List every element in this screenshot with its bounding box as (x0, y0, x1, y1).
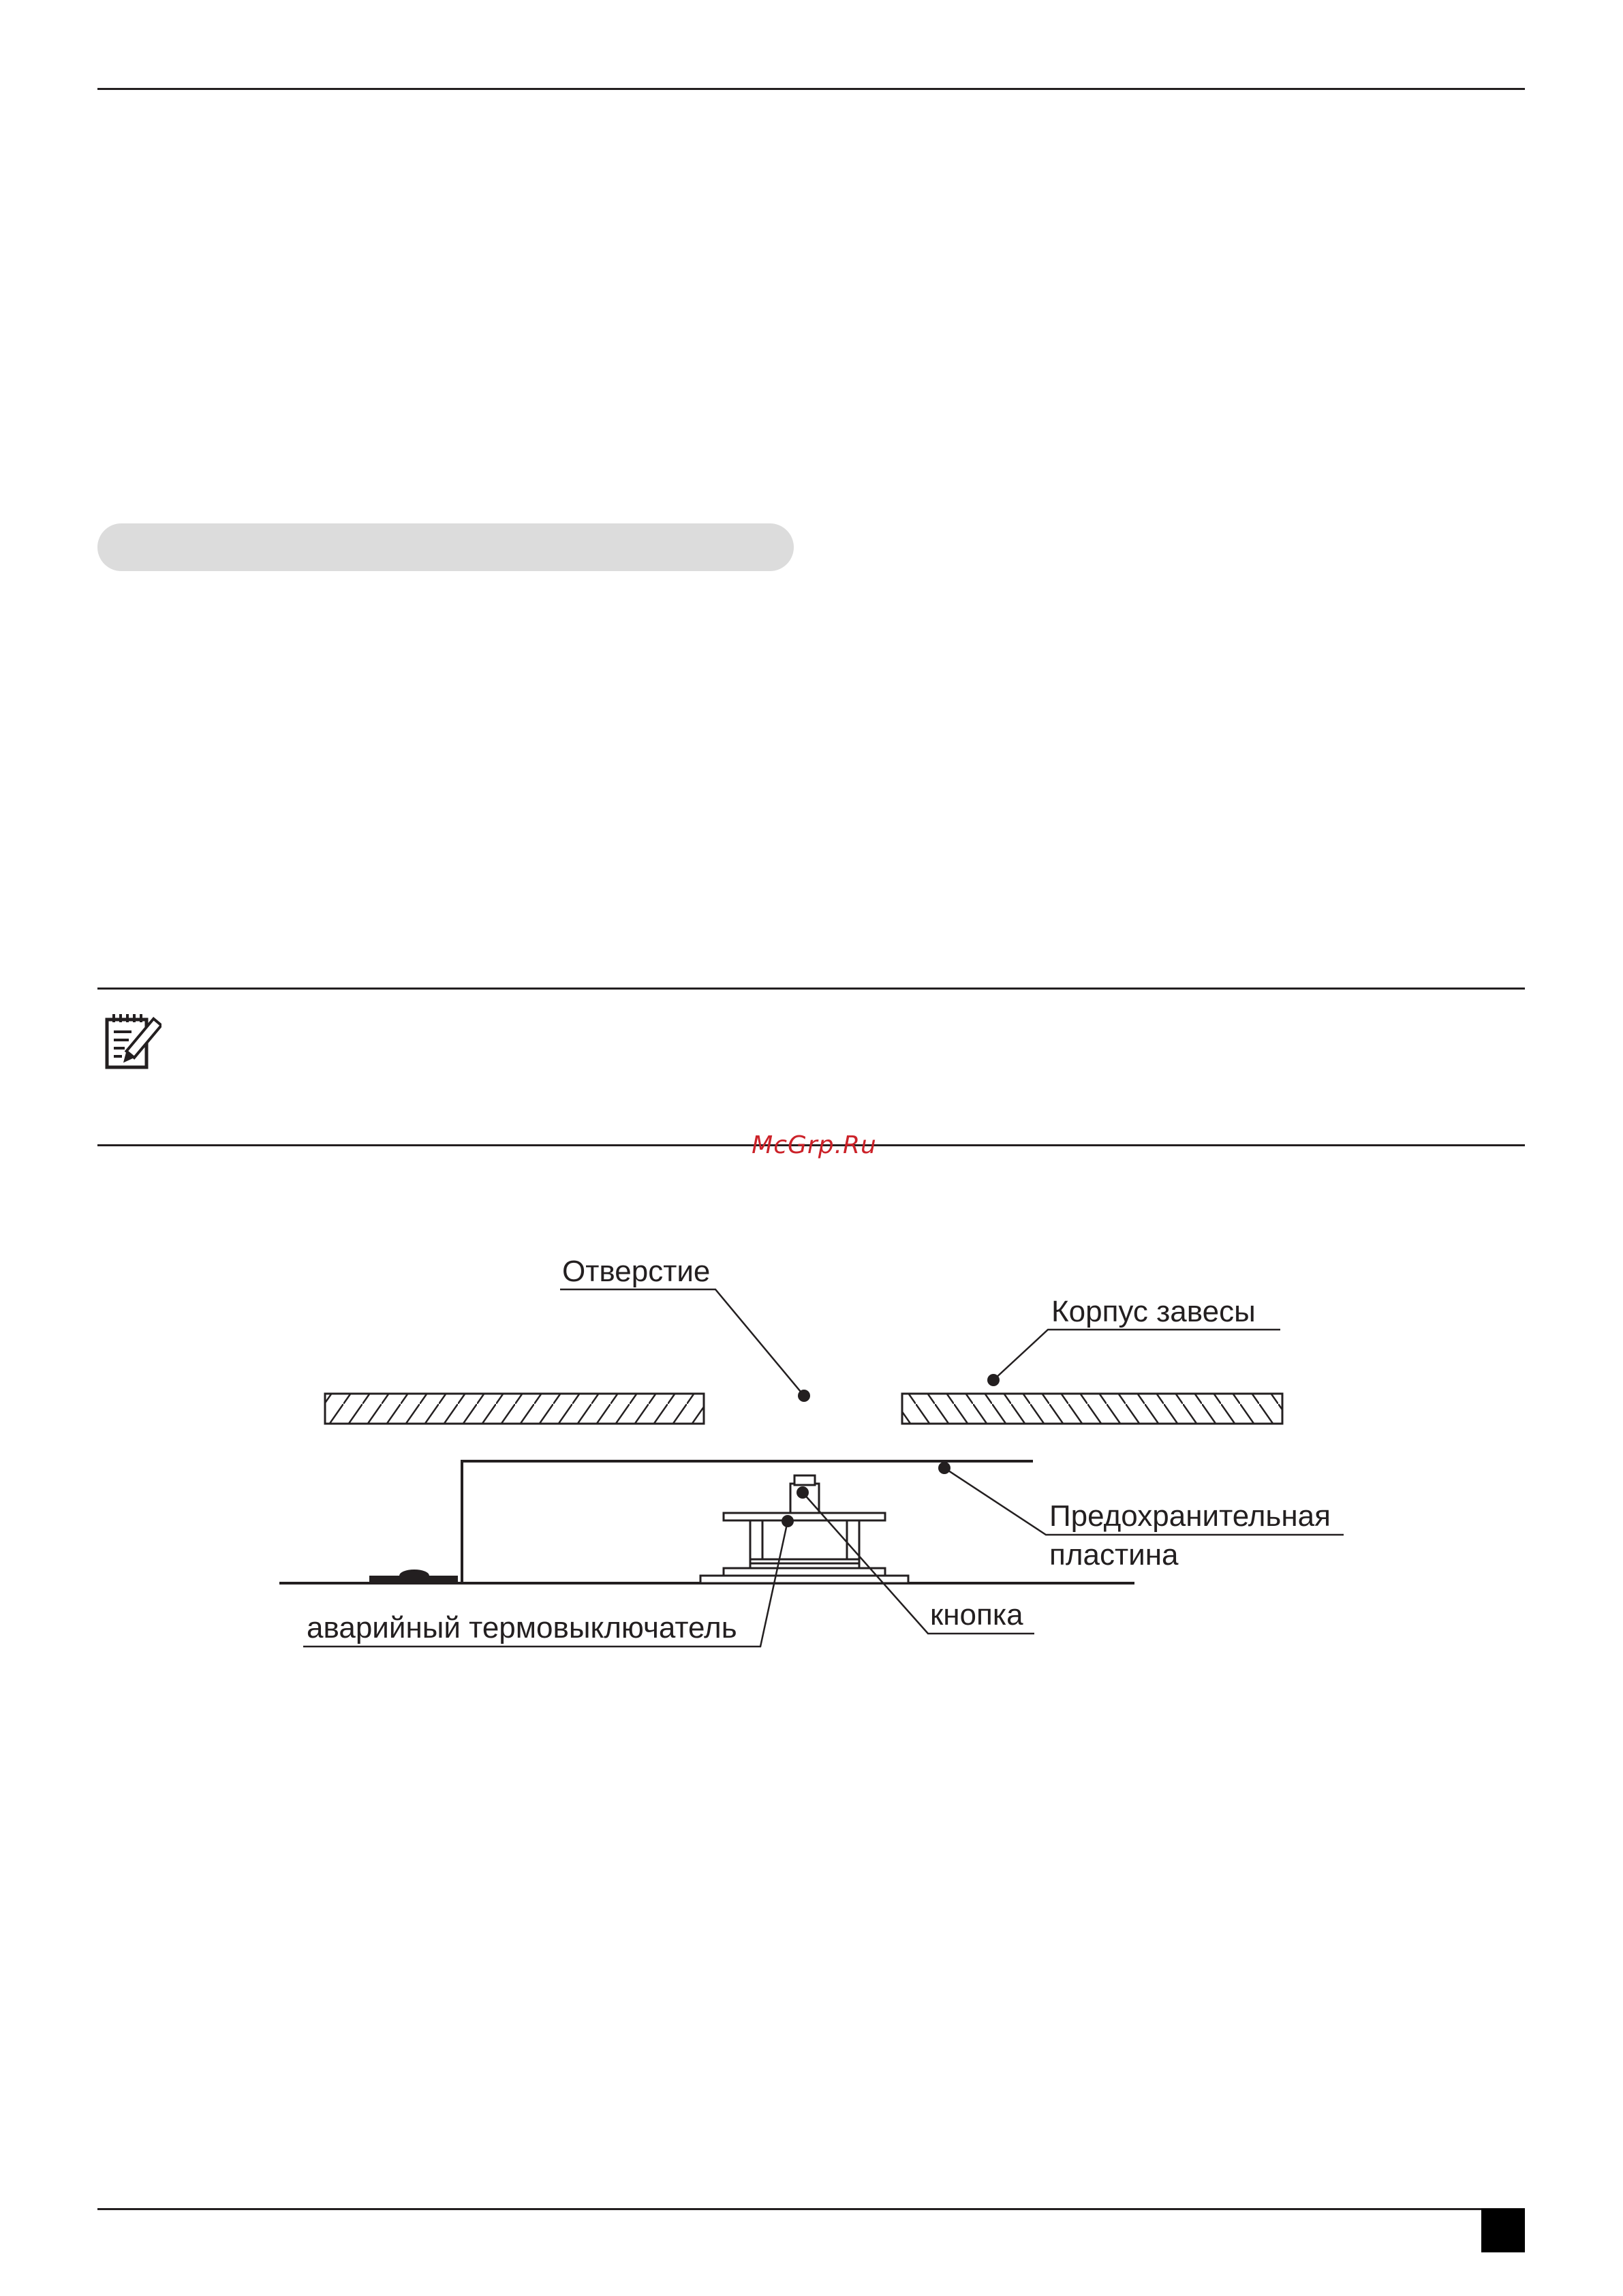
watermark: McGrp.Ru (752, 1131, 877, 1159)
label-hole: Отверстие (562, 1255, 711, 1288)
thermostat-diagram (0, 1213, 1623, 1690)
leader-lines (303, 1289, 1344, 1647)
section-heading-bar (97, 523, 794, 571)
mounting-rivet (369, 1570, 458, 1583)
protective-plate (462, 1461, 1033, 1583)
housing-left-section (325, 1394, 704, 1424)
page-number-marker (1481, 2209, 1525, 2252)
notepad-pencil-icon (104, 1011, 161, 1070)
label-plate-line2: пластина (1049, 1538, 1179, 1572)
label-button: кнопка (930, 1598, 1023, 1632)
housing-right-section (902, 1394, 1282, 1424)
header-rule (97, 88, 1525, 90)
footer-rule (97, 2208, 1525, 2210)
label-housing: Корпус завесы (1051, 1295, 1256, 1328)
note-top-rule (97, 988, 1525, 990)
label-thermostat: аварийный термовыключатель (307, 1611, 737, 1644)
label-plate-line1: Предохранительная (1049, 1499, 1331, 1533)
